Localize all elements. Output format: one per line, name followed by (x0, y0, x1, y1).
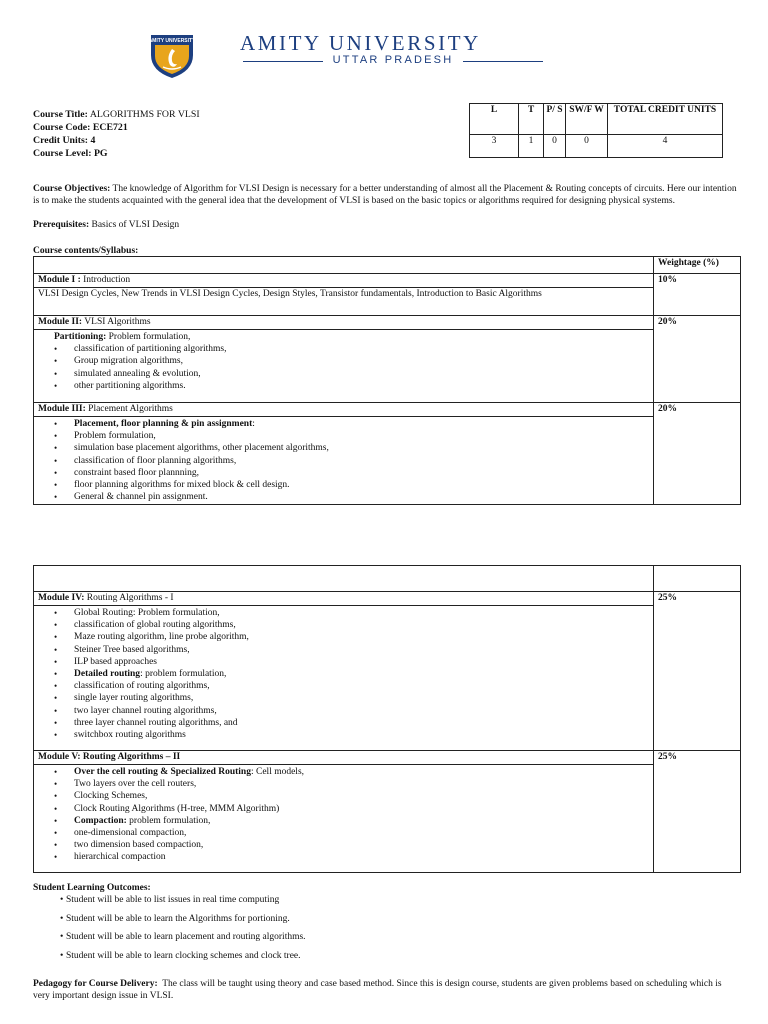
module-1-title: Module I : Introduction (34, 274, 654, 288)
list-item: • two layer channel routing algorithms, (54, 705, 649, 717)
list-item: • Over the cell routing & Specialized Routing: Cell models, (54, 766, 649, 778)
blank-header-cell (34, 257, 654, 274)
partitioning-heading: Partitioning: Problem formulation, (54, 332, 191, 342)
list-item: • two dimension based compaction, (54, 839, 649, 851)
module-5-content (34, 765, 654, 873)
credit-table (469, 103, 723, 158)
header-ps: P/ S (544, 104, 566, 135)
list-item: • Global Routing: Problem formulation, (54, 607, 649, 619)
list-item: • Clocking Schemes, (54, 790, 649, 802)
outcome-item: • Student will be able to learn clocking schemes and clock tree. (60, 951, 306, 970)
list-item: • classification of routing algorithms, (54, 680, 649, 692)
course-info (33, 108, 200, 160)
list-item: • simulated annealing & evolution, (54, 368, 649, 380)
list-item: • Detailed routing: problem formulation, (54, 668, 649, 680)
list-item: • simulation base placement algorithms, other placement algorithms, (54, 442, 649, 454)
module-5-weight: 25% (654, 751, 741, 873)
module-3-list (38, 418, 649, 503)
module-3-title: Module III: Placement Algorithms (34, 403, 654, 417)
list-item: • switchbox routing algorithms (54, 729, 649, 741)
list-item: • single layer routing algorithms, (54, 692, 649, 704)
list-item: • General & channel pin assignment. (54, 491, 649, 503)
contents-heading: Course contents/Syllabus: (33, 246, 139, 256)
module-3-content (34, 417, 654, 505)
list-item: • classification of floor planning algorithms, (54, 455, 649, 467)
header-swfw: SW/F W (566, 104, 608, 135)
course-objectives: Course Objectives: The knowledge of Algorithm for VLSI Design is necessary for a better understanding of almost all the Placement & Routing concepts of circuits. Here our intention is to make the students acquainted with the general idea that the development of VLSI is based on the basic topics or algorithms required for designing physical systems. (33, 184, 737, 206)
module-4-content (34, 606, 654, 751)
prerequisites: Prerequisites: Basics of VLSI Design (33, 220, 180, 230)
university-campus (243, 55, 543, 69)
module-5-list (38, 766, 649, 864)
credit-units: 4 (90, 135, 96, 146)
list-item: • three layer channel routing algorithms, and (54, 717, 649, 729)
list-item: • Placement, floor planning & pin assignment: (54, 418, 649, 430)
module-4-title: Module IV: Routing Algorithms - I (34, 592, 654, 606)
amity-logo (147, 31, 197, 79)
value-l: 3 (470, 135, 519, 158)
list-item: • Clock Routing Algorithms (H-tree, MMM Algorithm) (54, 803, 649, 815)
list-item: • hierarchical compaction (54, 851, 649, 863)
course-title: ALGORITHMS FOR VLSI (89, 109, 200, 120)
header-l: L (470, 104, 519, 135)
syllabus-table-1 (33, 256, 741, 505)
module-2-weight: 20% (654, 316, 741, 403)
campus-label: UTTAR PRADESH (332, 54, 454, 66)
course-level: PG (93, 148, 108, 159)
svg-text:AMITY UNIVERSITY: AMITY UNIVERSITY (148, 38, 196, 44)
course-title-line: Course Title: ALGORITHMS FOR VLSI (33, 109, 200, 120)
outcomes-heading: Student Learning Outcomes: (33, 883, 151, 893)
list-item: • Compaction: problem formulation, (54, 815, 649, 827)
outcomes-list (60, 895, 306, 969)
list-item: • Group migration algorithms, (54, 355, 649, 367)
list-item: • other partitioning algorithms. (54, 380, 649, 392)
value-total: 4 (608, 135, 723, 158)
course-code-line: Course Code: ECE721 (33, 122, 128, 133)
list-item: • Steiner Tree based algorithms, (54, 644, 649, 656)
list-item: • ILP based approaches (54, 656, 649, 668)
value-swfw: 0 (566, 135, 608, 158)
list-item: • classification of partitioning algorithms, (54, 343, 649, 355)
list-item: • Problem formulation, (54, 430, 649, 442)
list-item: • classification of global routing algorithms, (54, 619, 649, 631)
module-2-title: Module II: VLSI Algorithms (34, 316, 654, 330)
credit-units-line: Credit Units: 4 (33, 135, 96, 146)
list-item: • Two layers over the cell routers, (54, 778, 649, 790)
pedagogy: Pedagogy for Course Delivery: The class will be taught using theory and case based method. Since this is design course, students are given problems based on scheduling which is very important design issue in VLSI. (33, 979, 722, 1001)
list-item: • Maze routing algorithm, line probe algorithm, (54, 631, 649, 643)
module-1-description: VLSI Design Cycles, New Trends in VLSI Design Cycles, Design Styles, Transistor fundamentals, Introduction to Basic Algorithms (34, 288, 654, 316)
outcome-item: • Student will be able to list issues in real time computing (60, 895, 306, 914)
module-2-list (38, 343, 649, 392)
module-5-title: Module V: Routing Algorithms – II (34, 751, 654, 765)
weightage-header: Weightage (%) (654, 257, 741, 274)
blank-header-cell (34, 566, 654, 592)
list-item: • one-dimensional compaction, (54, 827, 649, 839)
value-t: 1 (519, 135, 544, 158)
header-t: T (519, 104, 544, 135)
list-item: • constraint based floor plannning, (54, 467, 649, 479)
list-item: • floor planning algorithms for mixed block & cell design. (54, 479, 649, 491)
header-total-credit: TOTAL CREDIT UNITS (608, 104, 723, 135)
outcome-item: • Student will be able to learn placement and routing algorithms. (60, 932, 306, 951)
university-name: AMITY UNIVERSITY (240, 31, 481, 55)
value-ps: 0 (544, 135, 566, 158)
syllabus-table-2 (33, 565, 741, 873)
module-4-list (38, 607, 649, 741)
course-level-line: Course Level: PG (33, 148, 108, 159)
module-2-content (34, 330, 654, 403)
course-code: ECE721 (92, 122, 128, 133)
outcome-item: • Student will be able to learn the Algorithms for portioning. (60, 914, 306, 933)
blank-weight-cell (654, 566, 741, 592)
module-3-weight: 20% (654, 403, 741, 505)
module-4-weight: 25% (654, 592, 741, 751)
module-1-weight: 10% (654, 274, 741, 316)
